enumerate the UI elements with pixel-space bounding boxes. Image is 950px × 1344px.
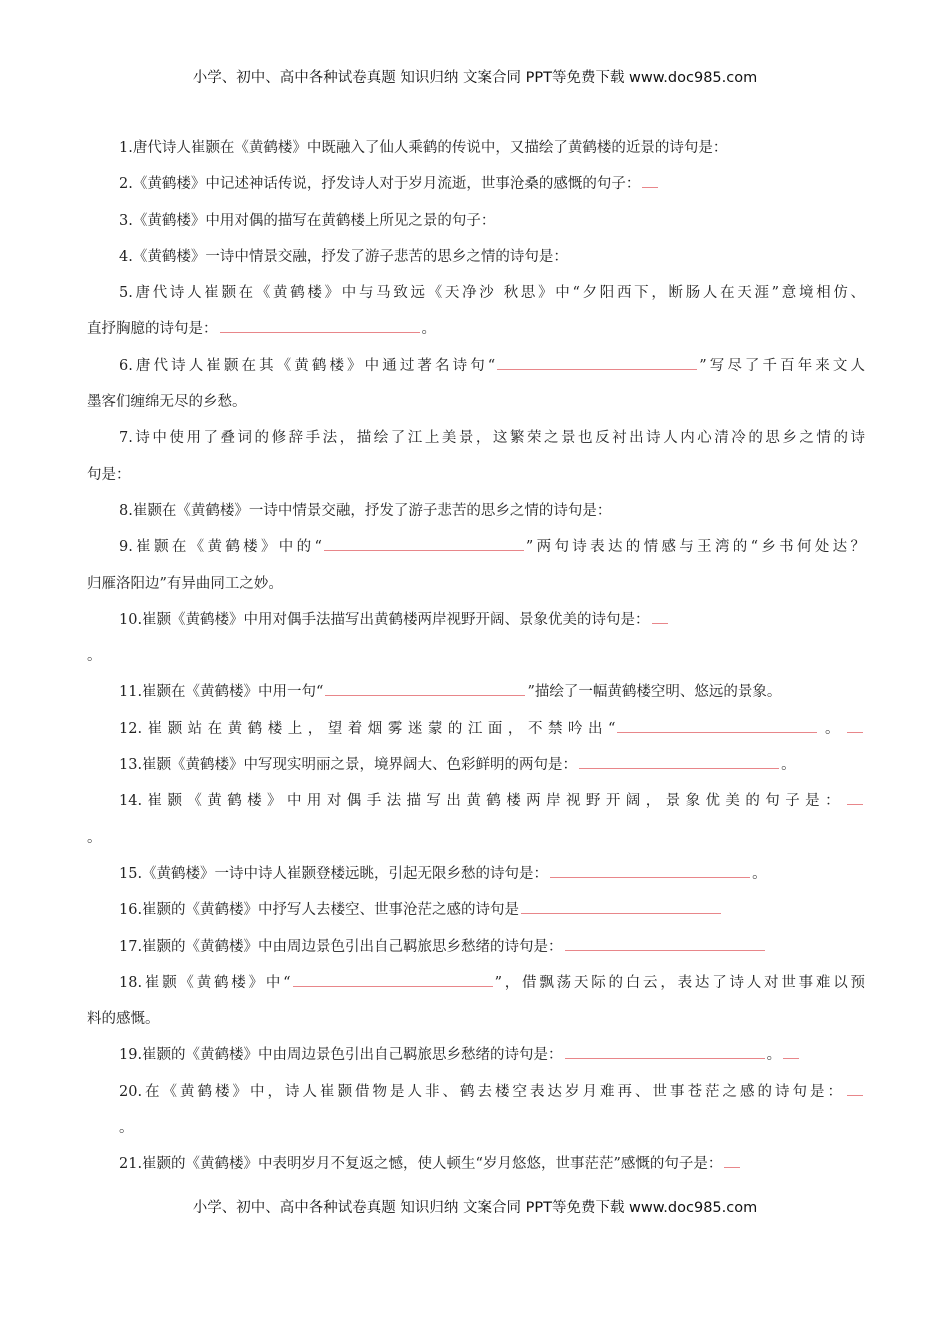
question-line: [87, 203, 865, 239]
question-text: 。: [87, 829, 102, 846]
question-line: [87, 384, 865, 420]
question-text: ”描绘了一幅黄鹤楼空明、悠远的景象。: [527, 684, 782, 701]
question-text: 10.崔颢《黄鹤楼》中用对偶手法描写出黄鹤楼两岸视野开阔、景象优美的诗句是：: [119, 611, 650, 628]
question-item: [87, 130, 865, 166]
question-line: [87, 311, 865, 347]
question-text: 9.崔颢在《黄鹤楼》中的“: [119, 539, 322, 556]
answer-blank[interactable]: [550, 865, 750, 878]
answer-blank[interactable]: [847, 1083, 863, 1096]
question-text: 5.唐代诗人崔颢在《黄鹤楼》中与马致远《天净沙 秋思》中“夕阳西下，断肠人在天涯”意境相仿、: [119, 285, 865, 302]
answer-blank[interactable]: [497, 357, 697, 370]
question-line: [87, 674, 865, 710]
question-item: [87, 1037, 865, 1073]
question-text: 料的感慨。: [87, 1011, 160, 1028]
question-line: [87, 783, 865, 819]
question-item: [87, 239, 865, 275]
question-line: [87, 1110, 865, 1146]
question-line: [87, 1037, 865, 1073]
question-line: [87, 820, 865, 856]
question-line: [87, 457, 865, 493]
question-line: [87, 239, 865, 275]
question-line: [87, 747, 865, 783]
question-text: ”写尽了千百年来文人: [699, 357, 865, 374]
page-header: 小学、初中、高中各种试卷真题 知识归纳 文案合同 PPT等免费下载 www.doc985.com: [192, 70, 758, 86]
question-text: ”两句诗表达的情感与王湾的“乡书何处达？: [525, 539, 865, 556]
question-text: 6.唐代诗人崔颢在其《黄鹤楼》中通过著名诗句“: [119, 357, 496, 374]
question-text: 20.在《黄鹤楼》中，诗人崔颢借物是人非、鹤去楼空表达岁月难再、世事苍茫之感的诗句是：: [119, 1083, 845, 1100]
question-text: 。: [752, 865, 767, 882]
answer-blank[interactable]: [293, 974, 493, 987]
question-text: 16.崔颢的《黄鹤楼》中抒写人去楼空、世事沧茫之感的诗句是: [119, 902, 520, 919]
question-text: 18.崔颢《黄鹤楼》中“: [119, 974, 291, 991]
question-text: 21.崔颢的《黄鹤楼》中表明岁月不复返之憾，使人顿生“岁月悠悠，世事茫茫”感慨的句子是：: [119, 1156, 723, 1173]
question-text: 12.崔颢站在黄鹤楼上，望着烟雾迷蒙的江面，不禁吟出“: [119, 720, 616, 737]
question-item: [87, 674, 865, 710]
question-item: [87, 166, 865, 202]
answer-blank[interactable]: [847, 720, 863, 733]
question-item: [87, 1074, 865, 1147]
question-text: 句是：: [87, 466, 131, 483]
question-text: 。: [421, 321, 436, 338]
question-item: [87, 493, 865, 529]
question-text: 14.崔颢《黄鹤楼》中用对偶手法描写出黄鹤楼两岸视野开阔，景象优美的句子是：: [119, 793, 845, 810]
question-line: [87, 929, 865, 965]
question-item: [87, 929, 865, 965]
question-line: [87, 965, 865, 1001]
question-line: [87, 130, 865, 166]
question-text: 15.《黄鹤楼》一诗中诗人崔颢登楼远眺，引起无限乡愁的诗句是：: [119, 865, 549, 882]
question-line: [87, 1074, 865, 1110]
question-line: [87, 348, 865, 384]
answer-blank[interactable]: [724, 1155, 740, 1168]
question-line: [87, 529, 865, 565]
question-item: [87, 711, 865, 747]
question-text: 3.《黄鹤楼》中用对偶的描写在黄鹤楼上所见之景的句子：: [119, 212, 496, 229]
question-text: 墨客们缠绵无尽的乡愁。: [87, 394, 247, 411]
question-text: 17.崔颢的《黄鹤楼》中由周边景色引出自己羁旅思乡愁绪的诗句是：: [119, 938, 563, 955]
question-text: 2.《黄鹤楼》中记述神话传说，抒发诗人对于岁月流逝，世事沧桑的感慨的句子：: [119, 176, 641, 193]
question-text: 13.崔颢《黄鹤楼》中写现实明丽之景，境界阔大、色彩鲜明的两句是：: [119, 757, 578, 774]
question-line: [87, 420, 865, 456]
answer-blank[interactable]: [652, 611, 668, 624]
question-item: [87, 856, 865, 892]
question-item: [87, 420, 865, 493]
question-text: 。: [781, 757, 796, 774]
question-text: 。: [819, 720, 845, 737]
question-item: [87, 747, 865, 783]
question-line: [87, 638, 865, 674]
question-text: 。: [87, 648, 102, 665]
question-item: [87, 783, 865, 856]
question-item: [87, 1146, 865, 1182]
question-text: 1.唐代诗人崔颢在《黄鹤楼》中既融入了仙人乘鹤的传说中，又描绘了黄鹤楼的近景的诗句是：: [119, 140, 728, 156]
answer-blank[interactable]: [521, 901, 721, 914]
question-item: [87, 602, 865, 675]
question-line: [87, 275, 865, 311]
answer-blank[interactable]: [565, 938, 765, 951]
question-line: [87, 566, 865, 602]
question-text: 7.诗中使用了叠词的修辞手法，描绘了江上美景，这繁荣之景也反衬出诗人内心清冷的思乡之情的诗: [119, 430, 865, 447]
question-text: 直抒胸臆的诗句是：: [87, 321, 218, 338]
answer-blank[interactable]: [642, 175, 658, 188]
question-text: 19.崔颢的《黄鹤楼》中由周边景色引出自己羁旅思乡愁绪的诗句是：: [119, 1047, 563, 1064]
question-line: [87, 1001, 865, 1037]
question-line: [87, 1146, 865, 1182]
question-text: 11.崔颢在《黄鹤楼》中用一句“: [119, 684, 324, 701]
question-line: [87, 892, 865, 928]
question-text: 。: [119, 1120, 134, 1137]
question-item: [87, 529, 865, 602]
question-text: 。: [766, 1047, 782, 1064]
question-line: [87, 602, 865, 638]
question-text: ”，借飘荡天际的白云，表达了诗人对世事难以预: [494, 974, 865, 991]
question-item: [87, 275, 865, 348]
question-text: 归雁洛阳边”有异曲同工之妙。: [87, 575, 283, 592]
answer-blank[interactable]: [324, 538, 524, 551]
question-line: [87, 711, 865, 747]
page-footer: 小学、初中、高中各种试卷真题 知识归纳 文案合同 PPT等免费下载 www.doc985.com: [192, 1200, 758, 1216]
question-item: [87, 203, 865, 239]
answer-blank[interactable]: [220, 320, 420, 333]
question-text: 4.《黄鹤楼》一诗中情景交融，抒发了游子悲苦的思乡之情的诗句是：: [119, 248, 568, 265]
question-text: 8.崔颢在《黄鹤楼》一诗中情景交融，抒发了游子悲苦的思乡之情的诗句是：: [119, 502, 612, 519]
answer-blank[interactable]: [565, 1046, 765, 1059]
answer-blank[interactable]: [579, 756, 779, 769]
answer-blank[interactable]: [847, 792, 863, 805]
answer-blank[interactable]: [783, 1046, 799, 1059]
question-line: [87, 166, 865, 202]
question-line: [87, 493, 865, 529]
question-list: [87, 130, 865, 1183]
answer-blank[interactable]: [617, 720, 817, 733]
answer-blank[interactable]: [325, 683, 525, 696]
question-item: [87, 965, 865, 1038]
question-item: [87, 348, 865, 421]
question-item: [87, 892, 865, 928]
question-line: [87, 856, 865, 892]
